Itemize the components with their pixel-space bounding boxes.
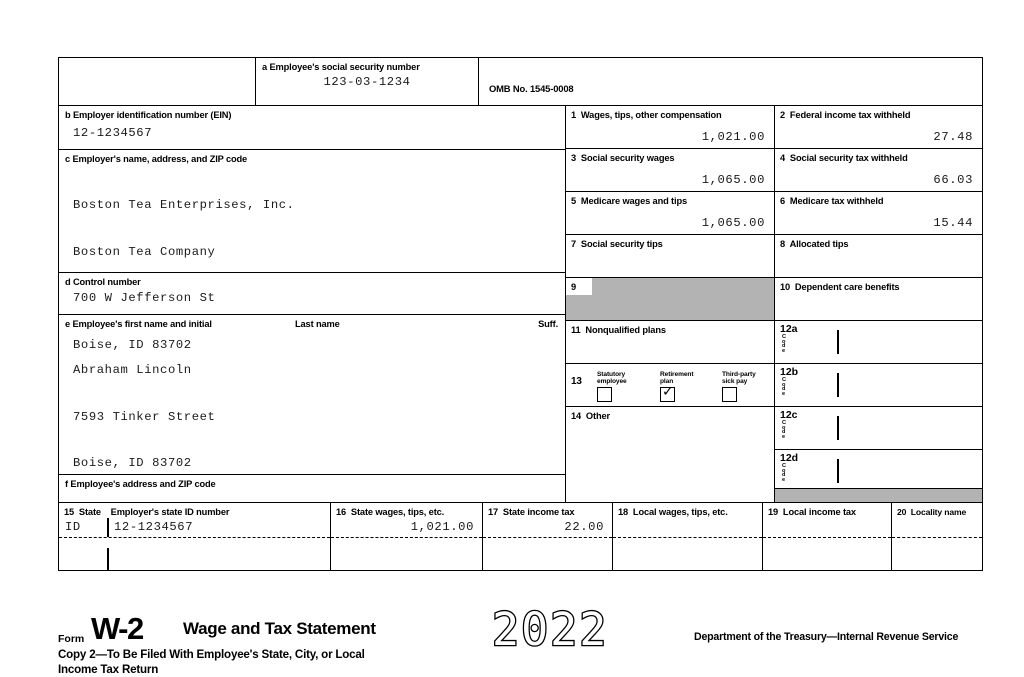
box-8-label-text: Allocated tips [789,239,849,249]
box-5-number: 5 [571,196,577,206]
box-2-number: 2 [780,110,786,120]
box-13-checkboxes [565,363,774,406]
box-11-label [571,325,666,336]
box-12a-label: 12a [780,323,798,335]
employer-name-line2: Boston Tea Company [73,244,216,259]
box-11-nonqualified-plans[interactable] [565,320,774,363]
checkbox-third-party-sick-pay-label [722,371,772,385]
box-15-state[interactable] [58,502,330,571]
box-16-label [336,507,444,518]
box-12a-code-label [782,335,786,353]
box-12c[interactable] [774,406,983,449]
code-letter-e: e [782,347,786,354]
box-14-other[interactable] [565,406,774,502]
box-b-ein[interactable] [58,105,565,149]
box-4-ss-tax[interactable] [774,148,983,191]
box-4-label [780,153,908,164]
w2-form [58,57,983,676]
third-party-sick-pay-checkbox[interactable] [722,387,737,402]
box-1-label-text: Wages, tips, other compensation [580,110,722,120]
box-9-number: 9 [571,282,577,292]
box-16-state-wages[interactable] [330,502,482,571]
checkbox-statutory-employee[interactable] [597,371,647,402]
box-12b-divider [837,373,839,397]
box-17-number: 17 [488,507,499,517]
box-f-label [65,479,216,490]
box-1-label [571,110,722,121]
top-left-blank-cell [58,57,255,105]
box-18-row-separator [613,537,762,538]
box-15-divider-top [107,518,109,537]
footer-tax-year: 2022 [492,603,609,656]
box-10-label [780,282,899,293]
box-5-label [571,196,687,207]
box-f-employee-address[interactable] [58,474,565,502]
box-18-label-text: Local wages, tips, etc. [632,507,728,517]
box-a-ssn[interactable] [255,57,478,105]
box-a-letter: a [262,62,268,72]
box-2-label [780,110,910,121]
omb-cell [478,57,983,105]
retirement-plan-checkbox[interactable] [660,384,675,402]
thirdparty-line2: sick pay [722,378,748,386]
employer-name-line1: Boston Tea Enterprises, Inc. [73,198,295,212]
box-e-label [65,319,212,330]
box-c-label-text: Employer's name, address, and ZIP code [72,154,248,164]
employer-city-state-zip: Boise, ID 83702 [73,337,192,352]
box-14-label-text: Other [585,411,610,421]
employee-street: 7593 Tinker Street [73,409,216,424]
box-8-label [780,239,848,250]
checkbox-third-party-sick-pay[interactable] [722,371,772,402]
box-d-letter: d [65,277,71,287]
code-letter-d: d [782,343,786,350]
box-12d-code-label [782,464,786,482]
code-letter-d: d [782,429,786,436]
box-18-local-wages[interactable] [612,502,762,571]
box-19-label-text: Local income tax [782,507,856,517]
box-1-number: 1 [571,110,577,120]
box-5-value: 1,065.00 [701,216,765,230]
statutory-employee-checkbox[interactable] [597,387,612,402]
retirement-check-mark: ✓ [662,384,674,401]
code-letter-o: o [782,424,786,431]
code-letter-d: d [782,386,786,393]
box-1-value: 1,021.00 [701,130,765,144]
box-b-value: 12-1234567 [73,126,153,140]
box-15-label-text: State [78,507,101,517]
code-letter-c: C [782,334,787,340]
box-c-letter: c [65,154,71,164]
box-12d-divider [837,459,839,483]
box-15-employer-id-value: 12-1234567 [114,520,194,534]
code-letter-e: e [782,433,786,440]
box-15-number: 15 [64,507,75,517]
box-10-dependent-care[interactable] [774,277,983,320]
box-e-suffix-label: Suff. [538,319,558,329]
checkbox-retirement-plan[interactable] [660,371,710,402]
box-19-row-separator [763,537,891,538]
code-letter-e: e [782,476,786,483]
code-letter-o: o [782,467,786,474]
box-20-locality-name[interactable] [891,502,983,571]
box-4-number: 4 [780,153,786,163]
box-17-label [488,507,574,518]
footer-copy-line2: Income Tax Return [58,663,159,676]
box-a-value: 123-03-1234 [323,75,411,89]
omb-number: OMB No. 1545-0008 [489,83,574,94]
box-3-value: 1,065.00 [701,173,765,187]
box-2-value: 27.48 [933,130,973,144]
code-letter-c: C [782,377,787,383]
footer-copy-text [58,647,365,677]
box-3-label [571,153,674,164]
box-14-number: 14 [571,411,582,421]
box-18-number: 18 [618,507,629,517]
box-15-label [64,507,229,518]
box-12a-divider [837,330,839,354]
retirement-line2: plan [660,378,674,386]
box-13-number: 13 [571,376,582,387]
box-16-number: 16 [336,507,347,517]
box-8-allocated-tips[interactable] [774,234,983,277]
code-letter-c: C [782,420,787,426]
thirdparty-line1: Third-party [722,371,756,378]
box-6-medicare-tax[interactable] [774,191,983,234]
box-f-letter: f [65,479,68,489]
code-letter-c: C [782,463,787,469]
box-d-label-text: Control number [72,277,141,287]
box-18-label [618,507,728,518]
footer-copy-line1: Copy 2—To Be Filed With Employee's State, City, or Local [58,648,365,661]
box-12d[interactable] [774,449,983,488]
box-5-label-text: Medicare wages and tips [580,196,687,206]
box-12c-label: 12c [780,409,798,421]
box-12b[interactable] [774,363,983,406]
box-e-label-text: Employee's first name and initial [72,319,212,329]
box-7-label [571,239,663,250]
box-19-label [768,507,856,518]
box-12a[interactable] [774,320,983,363]
footer-form-title: Wage and Tax Statement [183,619,376,638]
box-9-shaded [565,277,774,320]
box-6-label [780,196,883,207]
statutory-line2: employee [597,378,627,386]
box-7-number: 7 [571,239,577,249]
retirement-line1: Retirement [660,371,694,378]
employer-state-id-label: Employer's state ID number [110,507,230,517]
box-19-number: 19 [768,507,779,517]
box-12-bottom-shaded-strip [774,488,983,502]
footer-department: Department of the Treasury—Internal Revenue Service [694,631,959,643]
box-b-letter: b [65,110,71,120]
box-11-label-text: Nonqualified plans [585,325,666,335]
box-4-value: 66.03 [933,173,973,187]
box-1-wages[interactable] [565,105,774,148]
box-8-number: 8 [780,239,786,249]
box-17-value: 22.00 [564,520,604,534]
box-b-label [65,110,231,121]
employee-name: Abraham Lincoln [73,363,192,377]
box-14-label [571,411,610,422]
statutory-line1: Statutory [597,371,626,378]
box-15-state-value: ID [65,520,81,534]
box-12c-divider [837,416,839,440]
checkbox-statutory-employee-label [597,371,647,385]
box-10-label-text: Dependent care benefits [794,282,900,292]
box-20-row-separator [892,537,982,538]
box-4-label-text: Social security tax withheld [789,153,908,163]
box-3-ss-wages[interactable] [565,148,774,191]
box-12b-code-label [782,378,786,396]
box-17-row-separator [483,537,612,538]
box-20-label-text: Locality name [910,507,967,517]
box-17-label-text: State income tax [502,507,575,517]
box-a-label [262,62,420,73]
box-15-divider-bottom [107,548,109,570]
box-3-label-text: Social security wages [580,153,675,163]
box-6-number: 6 [780,196,786,206]
box-16-row-separator [331,537,482,538]
box-20-number: 20 [897,507,907,517]
box-16-label-text: State wages, tips, etc. [350,507,445,517]
box-15-row-separator [59,537,330,538]
box-d-label [65,277,141,288]
box-e-employee-name[interactable] [58,314,565,474]
box-9-notch [566,278,592,295]
box-b-label-text: Employer identification number (EIN) [72,110,232,120]
box-6-value: 15.44 [933,216,973,230]
box-11-number: 11 [571,325,581,335]
code-letter-e: e [782,390,786,397]
box-e-lastname-label: Last name [295,319,340,329]
employer-street: 700 W Jefferson St [73,291,216,305]
box-16-value: 1,021.00 [410,520,474,534]
box-c-label [65,154,247,165]
footer-form-number: W-2 [91,611,143,646]
box-e-letter: e [65,319,71,329]
box-3-number: 3 [571,153,577,163]
box-7-label-text: Social security tips [580,239,663,249]
box-17-state-income-tax[interactable] [482,502,612,571]
box-6-label-text: Medicare tax withheld [789,196,884,206]
box-12c-code-label [782,421,786,439]
box-20-label [897,507,966,518]
box-d-control-number[interactable] [58,272,565,314]
box-7-ss-tips[interactable] [565,234,774,277]
code-letter-o: o [782,381,786,388]
code-letter-d: d [782,472,786,479]
box-19-local-income-tax[interactable] [762,502,891,571]
box-5-medicare-wages[interactable] [565,191,774,234]
box-2-fed-tax[interactable] [774,105,983,148]
employee-city-state-zip: Boise, ID 83702 [73,456,192,470]
checkbox-retirement-plan-label [660,371,710,385]
box-a-label-text: Employee's social security number [269,62,420,72]
code-letter-o: o [782,338,786,345]
footer-form-word: Form [58,633,85,645]
box-10-number: 10 [780,282,791,292]
box-12b-label: 12b [780,366,799,378]
box-2-label-text: Federal income tax withheld [789,110,911,120]
box-12d-label: 12d [780,452,799,464]
box-f-label-text: Employee's address and ZIP code [70,479,216,489]
